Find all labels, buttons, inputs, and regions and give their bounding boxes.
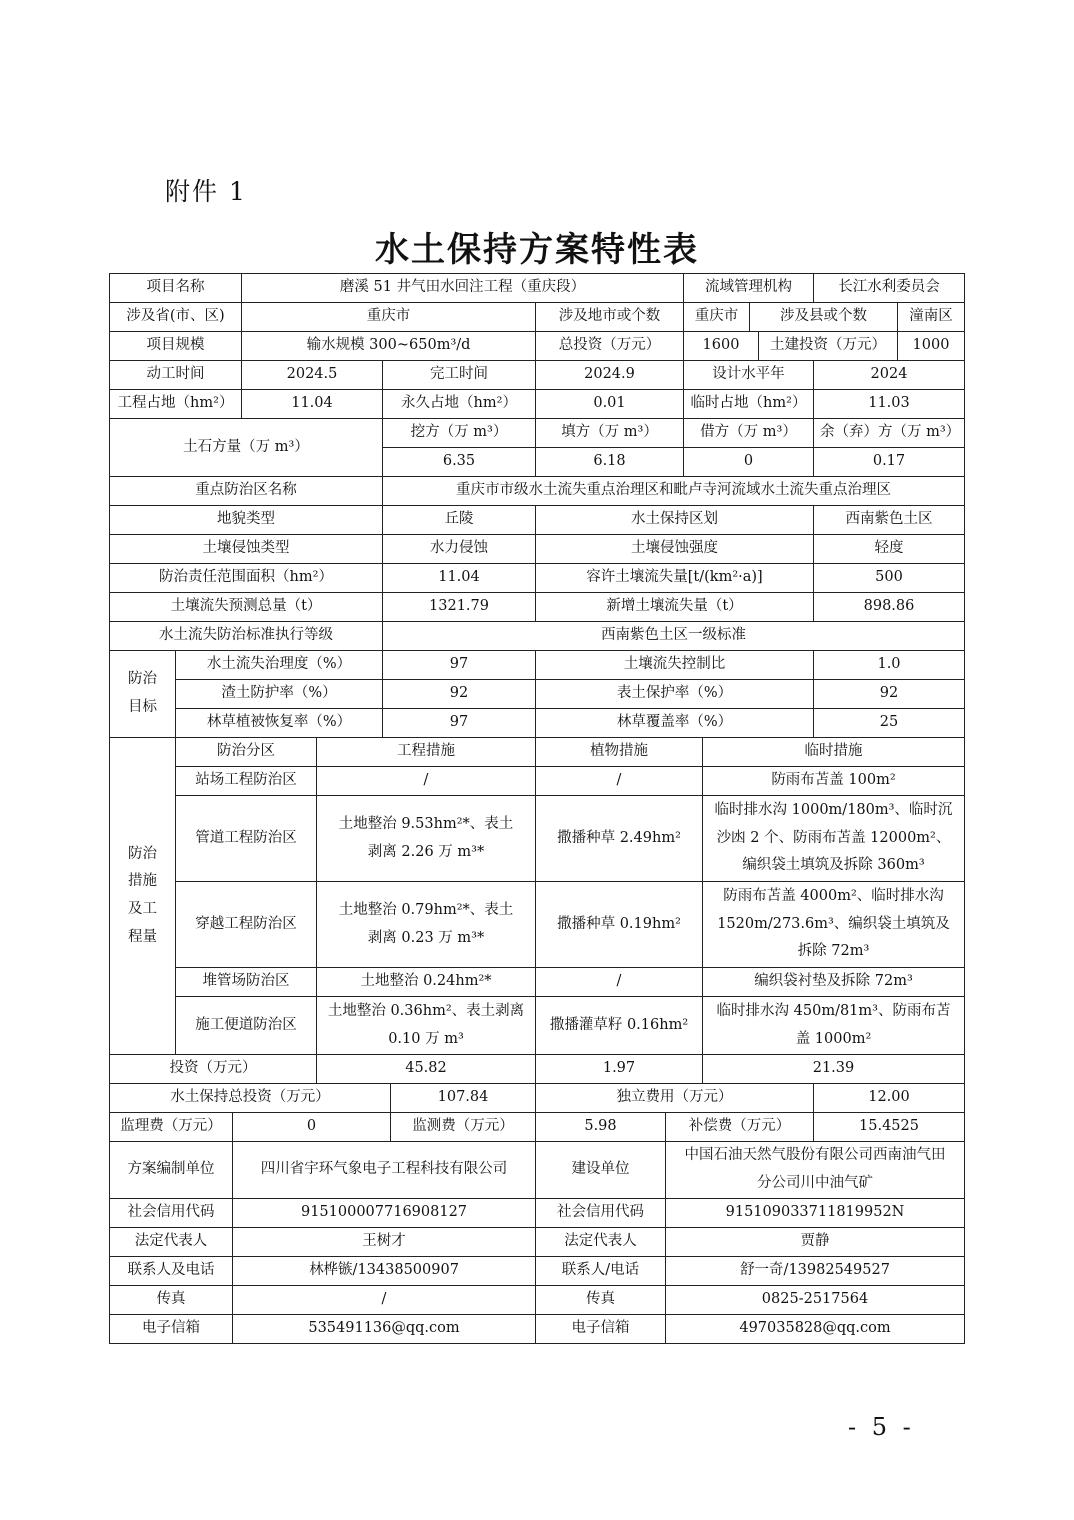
measures-header: 临时措施 [702,737,965,767]
borrow-label: 借方（万 m³） [683,418,814,448]
total-investment-value: 1600 [683,331,759,361]
characteristics-table [109,273,965,1344]
temporary-land-value: 11.03 [813,389,965,419]
surplus-value: 0.17 [813,447,965,477]
engineering-measure: 土地整治 9.53hm²*、表土剥离 2.26 万 m³* [316,795,536,882]
fill-value: 6.18 [535,447,684,477]
temporary-land-label: 临时占地（hm²） [683,389,814,419]
legal-rep-label: 法定代表人 [109,1227,233,1257]
email-label: 电子信箱 [109,1314,233,1344]
engineering-measure: / [316,766,536,796]
temporary-measure: 临时排水沟 1000m/180m³、临时沉沙凼 2 个、防雨布苫盖 12000m²、编织袋土填筑及拆除 360m³ [702,795,965,882]
allowable-loss-label: 容许土壤流失量[t/(km²·a)] [535,563,814,593]
prepared-by-value: 四川省宇环气象电子工程科技有限公司 [232,1141,536,1199]
measure-zone: 施工便道防治区 [175,996,317,1055]
county-value: 潼南区 [897,302,965,332]
scale-label: 项目规模 [109,331,242,361]
target-label: 表土保护率（%） [535,679,814,709]
measures-header: 工程措施 [316,737,536,767]
predicted-loss-value: 1321.79 [382,592,536,622]
compensation-fee-label: 补偿费（万元） [665,1112,814,1142]
county-label: 涉及县或个数 [749,302,898,332]
new-loss-value: 898.86 [813,592,965,622]
engineering-measure: 土地整治 0.36hm²、表土剥离 0.10 万 m³ [316,996,536,1055]
temporary-measure: 编织袋衬垫及拆除 72m³ [702,967,965,997]
target-label: 渣土防护率（%） [175,679,383,709]
page-title: 水土保持方案特性表 [375,230,699,270]
city-label: 涉及地市或个数 [535,302,684,332]
measures-invest-label: 投资（万元） [109,1054,317,1084]
contact-label: 联系人及电话 [109,1256,233,1286]
engineering-measure: 土地整治 0.79hm²*、表土剥离 0.23 万 m³* [316,881,536,968]
total-sw-investment-value: 107.84 [390,1083,536,1113]
fill-label: 填方（万 m³） [535,418,684,448]
landform-value: 丘陵 [382,505,536,535]
target-label: 林草覆盖率（%） [535,708,814,738]
measure-zone: 管道工程防治区 [175,795,317,882]
erosion-type-value: 水力侵蚀 [382,534,536,564]
erosion-intensity-label: 土壤侵蚀强度 [535,534,814,564]
civil-investment-label: 土建投资（万元） [758,331,898,361]
project-name-value: 磨溪 51 井气田水回注工程（重庆段） [241,273,684,303]
plant-measure: 撒播灌草籽 0.16hm² [535,996,703,1055]
contact-label: 联系人/电话 [535,1256,666,1286]
monitoring-fee-value: 5.98 [535,1112,666,1142]
fax-value: / [232,1285,536,1315]
plant-measure: / [535,967,703,997]
allowable-loss-value: 500 [813,563,965,593]
monitoring-fee-label: 监测费（万元） [390,1112,536,1142]
predicted-loss-label: 土壤流失预测总量（t） [109,592,383,622]
engineering-invest: 45.82 [316,1054,536,1084]
province-value: 重庆市 [241,302,536,332]
email-label: 电子信箱 [535,1314,666,1344]
new-loss-label: 新增土壤流失量（t） [535,592,814,622]
end-time-value: 2024.9 [535,360,684,390]
independent-cost-value: 12.00 [813,1083,965,1113]
plant-measure: 撒播种草 2.49hm² [535,795,703,882]
temporary-measure: 防雨布苫盖 4000m²、临时排水沟 1520m/273.6m³、编织袋土填筑及拆除 72m³ [702,881,965,968]
contact-value: 舒一奇/13982549527 [665,1256,965,1286]
land-area-value: 11.04 [241,389,383,419]
credit-code-value: 915100007716908127 [232,1198,536,1228]
total-investment-label: 总投资（万元） [535,331,684,361]
target-value: 25 [813,708,965,738]
plant-invest: 1.97 [535,1054,703,1084]
developer-value: 中国石油天然气股份有限公司西南油气田分公司川中油气矿 [665,1141,965,1199]
measure-zone: 穿越工程防治区 [175,881,317,968]
email-value: 497035828@qq.com [665,1314,965,1344]
city-value: 重庆市 [683,302,750,332]
target-value: 97 [382,708,536,738]
permanent-land-value: 0.01 [535,389,684,419]
start-time-value: 2024.5 [241,360,383,390]
compensation-fee-value: 15.4525 [813,1112,965,1142]
end-time-label: 完工时间 [382,360,536,390]
target-value: 92 [382,679,536,709]
supervision-fee-label: 监理费（万元） [109,1112,233,1142]
developer-label: 建设单位 [535,1141,666,1199]
target-section-label: 防治目标 [109,650,176,738]
measures-section-label: 防治措施及工程量 [109,737,176,1055]
standard-level-value: 西南紫色土区一级标准 [382,621,965,651]
measure-zone: 站场工程防治区 [175,766,317,796]
province-label: 涉及省(市、区) [109,302,242,332]
credit-code-label: 社会信用代码 [535,1198,666,1228]
temporary-measure: 临时排水沟 450m/81m³、防雨布苫盖 1000m² [702,996,965,1055]
fax-label: 传真 [535,1285,666,1315]
excavation-label: 挖方（万 m³） [382,418,536,448]
surplus-label: 余（弃）方（万 m³） [813,418,965,448]
measures-header: 防治分区 [175,737,317,767]
key-zone-label: 重点防治区名称 [109,476,383,506]
land-area-label: 工程占地（hm²） [109,389,242,419]
start-time-label: 动工时间 [109,360,242,390]
plant-measure: 撒播种草 0.19hm² [535,881,703,968]
page-number: - 5 - [848,1413,915,1441]
plant-measure: / [535,766,703,796]
responsibility-area-label: 防治责任范围面积（hm²） [109,563,383,593]
target-label: 水土流失治理度（%） [175,650,383,680]
temporary-invest: 21.39 [702,1054,965,1084]
basin-agency-value: 长江水利委员会 [813,273,965,303]
civil-investment-value: 1000 [897,331,965,361]
permanent-land-label: 永久占地（hm²） [382,389,536,419]
project-name-label: 项目名称 [109,273,242,303]
excavation-value: 6.35 [382,447,536,477]
attachment-label: 附件 1 [165,177,247,206]
supervision-fee-value: 0 [232,1112,391,1142]
target-value: 92 [813,679,965,709]
design-year-value: 2024 [813,360,965,390]
legal-rep-value: 贾静 [665,1227,965,1257]
independent-cost-label: 独立费用（万元） [535,1083,814,1113]
total-sw-investment-label: 水土保持总投资（万元） [109,1083,391,1113]
temporary-measure: 防雨布苫盖 100m² [702,766,965,796]
target-label: 林草植被恢复率（%） [175,708,383,738]
key-zone-value: 重庆市市级水土流失重点治理区和毗卢寺河流域水土流失重点治理区 [382,476,965,506]
earthwork-label: 土石方量（万 m³） [109,418,383,477]
target-value: 97 [382,650,536,680]
erosion-type-label: 土壤侵蚀类型 [109,534,383,564]
borrow-value: 0 [683,447,814,477]
responsibility-area-value: 11.04 [382,563,536,593]
standard-level-label: 水土流失防治标准执行等级 [109,621,383,651]
legal-rep-label: 法定代表人 [535,1227,666,1257]
basin-agency-label: 流域管理机构 [683,273,814,303]
measures-header: 植物措施 [535,737,703,767]
prepared-by-label: 方案编制单位 [109,1141,233,1199]
regionalization-label: 水土保持区划 [535,505,814,535]
target-value: 1.0 [813,650,965,680]
landform-label: 地貌类型 [109,505,383,535]
target-label: 土壤流失控制比 [535,650,814,680]
credit-code-value: 915109033711819952N [665,1198,965,1228]
credit-code-label: 社会信用代码 [109,1198,233,1228]
design-year-label: 设计水平年 [683,360,814,390]
legal-rep-value: 王树才 [232,1227,536,1257]
erosion-intensity-value: 轻度 [813,534,965,564]
regionalization-value: 西南紫色土区 [813,505,965,535]
engineering-measure: 土地整治 0.24hm²* [316,967,536,997]
fax-value: 0825-2517564 [665,1285,965,1315]
contact-value: 林桦镞/13438500907 [232,1256,536,1286]
scale-value: 输水规模 300~650m³/d [241,331,536,361]
fax-label: 传真 [109,1285,233,1315]
email-value: 535491136@qq.com [232,1314,536,1344]
measure-zone: 堆管场防治区 [175,967,317,997]
